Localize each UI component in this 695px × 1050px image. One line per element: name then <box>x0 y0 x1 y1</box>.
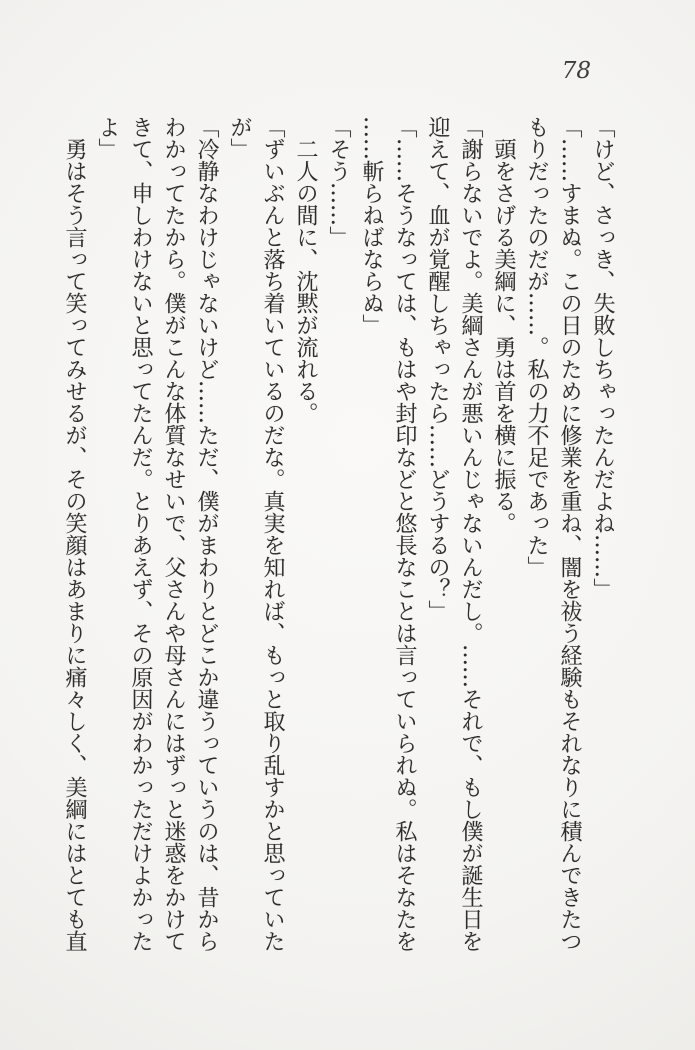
text-line: 「冷静なわけじゃないけど……ただ、僕がまわりとどこか違うっていうのは、昔から <box>194 116 219 952</box>
text-line: もりだったのだが……。私の力不足であった」 <box>524 116 549 578</box>
text-line: 「謝らないでよ。美綱さんが悪いんじゃないんだし。……それで、もし僕が誕生日を <box>458 116 483 952</box>
page-number: 78 <box>561 58 591 84</box>
text-line: 勇はそう言って笑ってみせるが、その笑顔はあまりに痛々しく、美綱にはとても直 <box>62 138 87 952</box>
text-line: わかってたから。僕がこんな体質なせいで、父さんや母さんにはずっと迷惑をかけて <box>161 116 186 952</box>
text-line: 二人の間に、沈黙が流れる。 <box>293 138 318 424</box>
text-line: 「……すまぬ。この日のために修業を重ね、闇を祓う経験もそれなりに積んできたつ <box>557 116 582 952</box>
text-line: 「けど、さっき、失敗しちゃったんだよね……」 <box>590 116 615 600</box>
text-line: 「ずいぶんと落ち着いているのだな。真実を知れば、もっと取り乱すかと思っていた <box>260 116 285 952</box>
text-column-container <box>58 116 619 958</box>
text-line: 頭をさげる美綱に、勇は首を横に振る。 <box>491 138 516 534</box>
text-line: 「そう……」 <box>326 116 351 248</box>
text-line: ……斬らねばならぬ」 <box>359 116 384 336</box>
text-line: 迎えて、血が覚醒しちゃったら……どうするの？」 <box>425 116 450 622</box>
text-line: きて、申しわけないと思ってたんだ。とりあえず、その原因がわかっただけよかった <box>128 116 153 952</box>
text-line: が」 <box>227 116 252 160</box>
text-line: よ」 <box>95 116 120 160</box>
text-line: 「……そうなっては、もはや封印などと悠長なことは言っていられぬ。私はそなたを <box>392 116 417 952</box>
